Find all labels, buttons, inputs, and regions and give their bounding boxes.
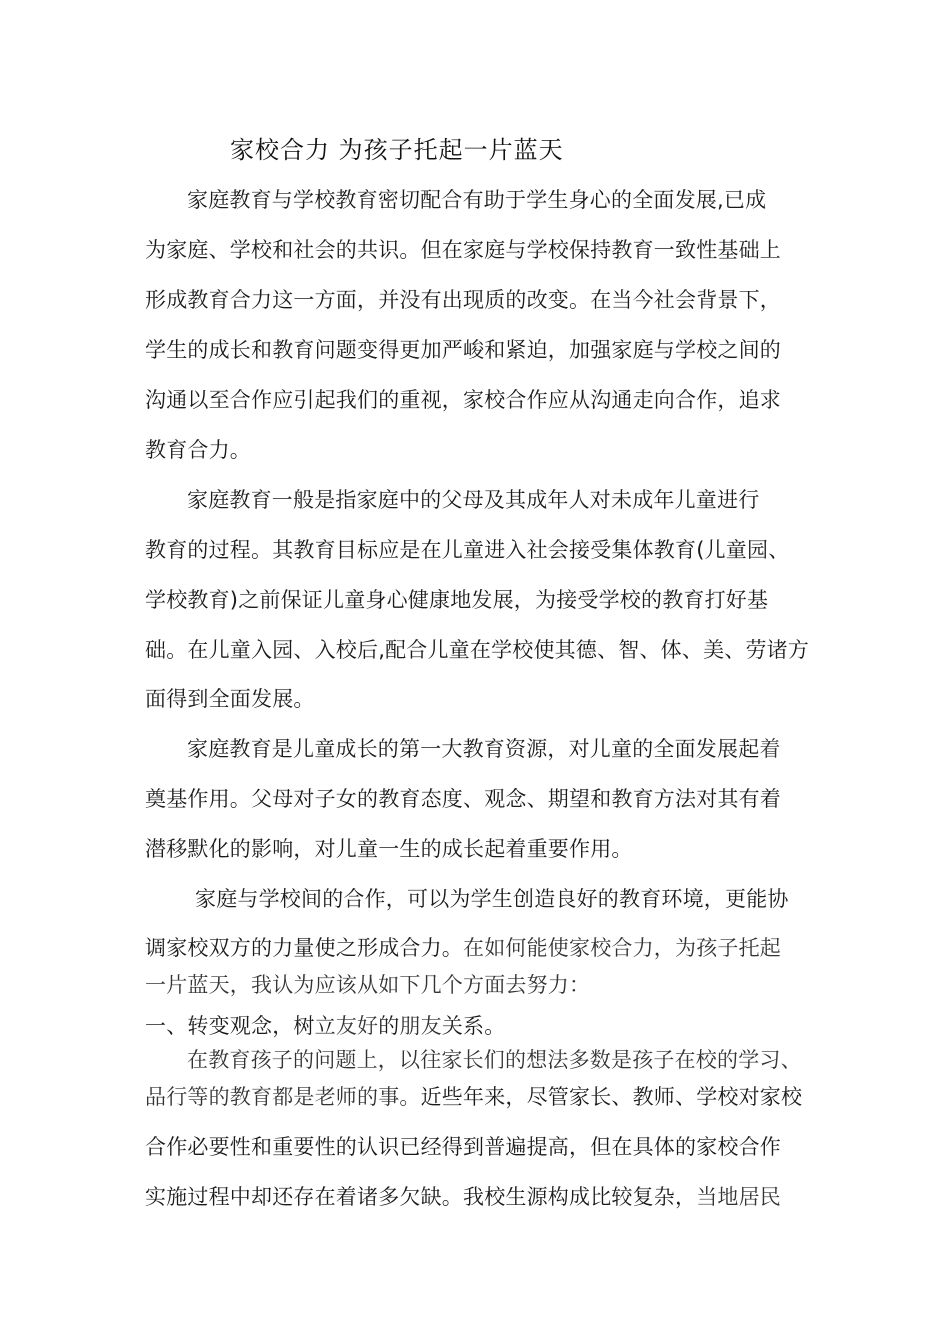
line-segment: 近些年来，尽管家长、教师、学校对家校: [420, 1085, 803, 1109]
paragraph-line: 学生的成长和教育问题变得更加严峻和紧迫，加强家庭与学校之间的: [145, 338, 781, 362]
paragraph-line: 家庭教育一般是指家庭中的父母及其成年人对未成年儿童进行: [187, 488, 760, 512]
paragraph-line: 在教育孩子的问题上，以往家长们的想法多数是孩子在校的学习、: [187, 1048, 802, 1072]
paragraph-line: 家庭教育与学校教育密切配合有助于学生身心的全面发展,已成: [187, 188, 767, 212]
line-segment: 家庭教育是儿童成长的第一大教育资源，对儿童的全面发展起: [187, 737, 760, 761]
paragraph-line: 一片蓝天，我认为应该从如下几个方面去努力：: [145, 973, 591, 997]
section-heading: [145, 1013, 505, 1039]
paragraph-line: [145, 1084, 802, 1110]
line-segment: 朋友: [399, 1014, 442, 1038]
line-segment: 实施过程中却还存在着诸多欠缺。我校生源构成比较复杂，: [145, 1185, 697, 1209]
line-segment: 着: [759, 737, 781, 761]
paragraph-line: 为家庭、学校和社会的共识。但在家庭与学校保持教育一致性基础上: [145, 238, 781, 262]
paragraph-line: 沟通以至合作应引起我们的重视，家校合作应从沟通走向合作，追求: [145, 388, 781, 412]
paragraph-line: 教育的过程。其教育目标应是在儿童进入社会接受集体教育(儿童园、: [145, 538, 790, 562]
paragraph-line: [145, 935, 781, 961]
paragraph-line: 面得到全面发展。: [145, 687, 315, 711]
line-segment: 品行等的教育都是老师的事。: [145, 1085, 421, 1109]
paragraph-line: [187, 736, 781, 762]
paragraph-line: [145, 1184, 781, 1210]
paragraph-line: 潜移默化的影响，对儿童一生的成长起着重要作用。: [145, 837, 633, 861]
paragraph-line: 教育合力。: [145, 438, 251, 462]
line-segment: 在如何能使家校合力，为孩子托起: [463, 936, 781, 960]
line-segment: 友好: [335, 1014, 379, 1038]
line-segment: 当地居民: [696, 1185, 782, 1209]
line-segment: 一、转变观念，树立: [145, 1014, 336, 1038]
line-segment: 关系。: [441, 1014, 506, 1038]
document-title: 家校合力 为孩子托起一片蓝天: [230, 136, 564, 164]
paragraph-line: 奠基作用。父母对子女的教育态度、观念、期望和教育方法对其有着: [145, 787, 781, 811]
paragraph-line: 合作必要性和重要性的认识已经得到普遍提高，但在具体的家校合作: [145, 1135, 781, 1159]
paragraph-line: 学校教育)之前保证儿童身心健康地发展，为接受学校的教育打好基: [145, 588, 769, 612]
paragraph-line: 础。在儿童入园、入校后,配合儿童在学校使其德、智、体、美、劳诸方: [145, 638, 810, 662]
paragraph-line: 形成教育合力这一方面，并没有出现质的改变。在当今社会背景下，: [145, 288, 781, 312]
line-segment: 的: [378, 1014, 400, 1038]
line-segment: 调家校双方的力量使之形成合力。: [145, 936, 463, 960]
paragraph-line: 家庭与学校间的合作，可以为学生创造良好的教育环境，更能协: [195, 887, 789, 911]
